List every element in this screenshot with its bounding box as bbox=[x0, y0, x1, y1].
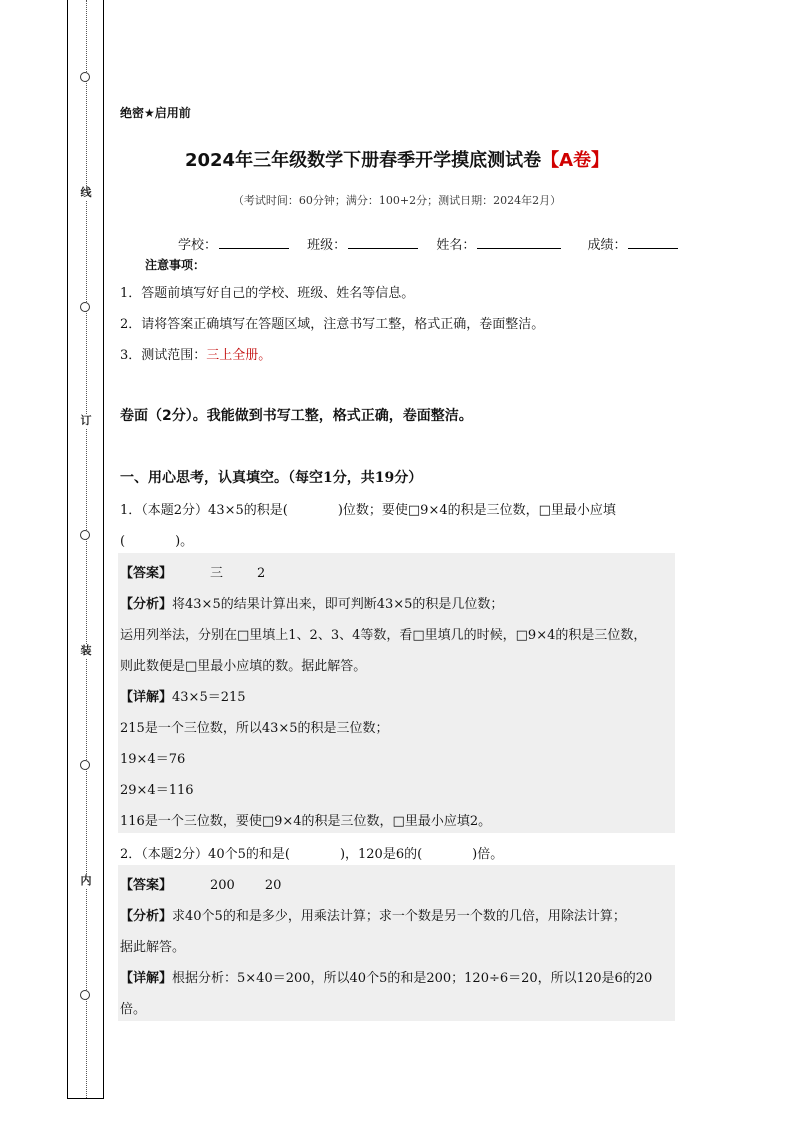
question-1-text-c: ( bbox=[120, 534, 126, 549]
question-2-line-1 bbox=[120, 843, 503, 862]
binding-circle-mark bbox=[80, 72, 90, 82]
analysis-label: 【分析】 bbox=[120, 597, 173, 612]
question-2-answer bbox=[120, 874, 281, 893]
binding-circle-mark bbox=[80, 760, 90, 770]
question-1-analysis-3: 则此数便是□里最小应填的数。据此解答。 bbox=[120, 659, 367, 674]
title-main: 2024年三年级数学下册春季开学摸底测试卷 bbox=[184, 150, 542, 171]
question-1-detail-5: 116是一个三位数，要使□9×4的积是三位数，□里最小应填2。 bbox=[120, 814, 492, 829]
name-field[interactable] bbox=[436, 234, 561, 253]
detail-label: 【详解】 bbox=[120, 971, 173, 986]
question-1-detail-4: 29×4＝116 bbox=[120, 783, 194, 798]
answer-label: 【答案】 bbox=[120, 878, 173, 893]
confidential-label: 绝密★启用前 bbox=[120, 106, 191, 120]
question-1-text-a: 1．（本题2分）43×5的积是( bbox=[120, 503, 288, 518]
analysis-label: 【分析】 bbox=[120, 909, 173, 924]
student-info-fields bbox=[178, 234, 678, 253]
binding-mark-nei: 内 bbox=[78, 874, 94, 888]
binding-circle-mark bbox=[80, 302, 90, 312]
note-item-2: 2．请将答案正确填写在答题区域，注意书写工整，格式正确，卷面整洁。 bbox=[120, 317, 545, 332]
question-1-analysis-1: 【分析】将43×5的结果计算出来，即可判断43×5的积是几位数； bbox=[120, 597, 504, 612]
question-2-text-c: )倍。 bbox=[472, 847, 504, 862]
question-1-detail-1: 【详解】43×5＝215 bbox=[120, 690, 246, 705]
paper-neatness-score: 卷面（2分）。我能做到书写工整，格式正确，卷面整洁。 bbox=[120, 408, 473, 424]
school-field[interactable] bbox=[178, 234, 289, 253]
note-item-3 bbox=[120, 344, 271, 363]
class-blank[interactable] bbox=[348, 237, 418, 249]
answer-label: 【答案】 bbox=[120, 566, 173, 581]
question-1-text-b: )位数；要使□9×4的积是三位数，□里最小应填 bbox=[337, 503, 616, 518]
exam-info: （考试时间：60分钟；满分：100+2分；测试日期：2024年2月） bbox=[232, 194, 562, 207]
section-1-title: 一、用心思考，认真填空。（每空1分，共19分） bbox=[120, 470, 423, 486]
note-item-1: 1．答题前填写好自己的学校、班级、姓名等信息。 bbox=[120, 286, 415, 301]
page-title bbox=[0, 146, 794, 172]
question-1-solution bbox=[118, 553, 675, 833]
answer-value: 200 bbox=[210, 878, 235, 893]
binding-mark-ding: 订 bbox=[78, 414, 94, 428]
question-2-analysis-1: 【分析】求40个5的和是多少，用乘法计算；求一个数是另一个数的几倍，用除法计算； bbox=[120, 909, 626, 924]
class-field[interactable] bbox=[307, 234, 418, 253]
name-label: 姓名： bbox=[436, 238, 476, 253]
question-1-answer bbox=[120, 562, 265, 581]
notes-heading: 注意事项： bbox=[145, 258, 206, 272]
class-label: 班级： bbox=[307, 238, 347, 253]
school-blank[interactable] bbox=[219, 237, 289, 249]
question-1-text-d: )。 bbox=[175, 534, 194, 549]
answer-value: 三 bbox=[210, 566, 224, 581]
question-2-detail-1: 【详解】根据分析：5×40＝200，所以40个5的和是200；120÷6＝20，所以120是6的20 bbox=[120, 971, 653, 986]
note-item-3-prefix: 3．测试范围： bbox=[120, 348, 207, 363]
question-1-analysis-2: 运用列举法，分别在□里填上1、2、3、4等数，看□里填几的时候，□9×4的积是三位数， bbox=[120, 628, 647, 643]
binding-circle-mark bbox=[80, 530, 90, 540]
question-1-line-2 bbox=[120, 530, 193, 549]
question-2-text-b: )，120是6的( bbox=[339, 847, 423, 862]
binding-mark-xian: 线 bbox=[78, 186, 94, 200]
title-tag: 【A卷】 bbox=[541, 150, 610, 171]
question-2-text-a: 2．（本题2分）40个5的和是( bbox=[120, 847, 290, 862]
test-range: 三上全册。 bbox=[206, 348, 272, 363]
answer-value: 2 bbox=[257, 566, 266, 581]
binding-circle-mark bbox=[80, 990, 90, 1000]
binding-mark-zhuang: 装 bbox=[78, 644, 94, 658]
question-1-detail-3: 19×4＝76 bbox=[120, 752, 186, 767]
question-2-detail-2: 倍。 bbox=[120, 1002, 147, 1017]
score-field[interactable] bbox=[587, 234, 678, 253]
question-2-solution bbox=[118, 865, 675, 1021]
detail-label: 【详解】 bbox=[120, 690, 173, 705]
answer-value: 20 bbox=[264, 878, 282, 893]
question-1-detail-2: 215是一个三位数，所以43×5的积是三位数； bbox=[120, 721, 389, 736]
score-blank[interactable] bbox=[628, 237, 678, 249]
school-label: 学校： bbox=[178, 238, 218, 253]
name-blank[interactable] bbox=[477, 237, 561, 249]
question-2-analysis-2: 据此解答。 bbox=[120, 940, 186, 955]
score-label: 成绩： bbox=[587, 238, 627, 253]
question-1-line-1 bbox=[120, 499, 616, 518]
